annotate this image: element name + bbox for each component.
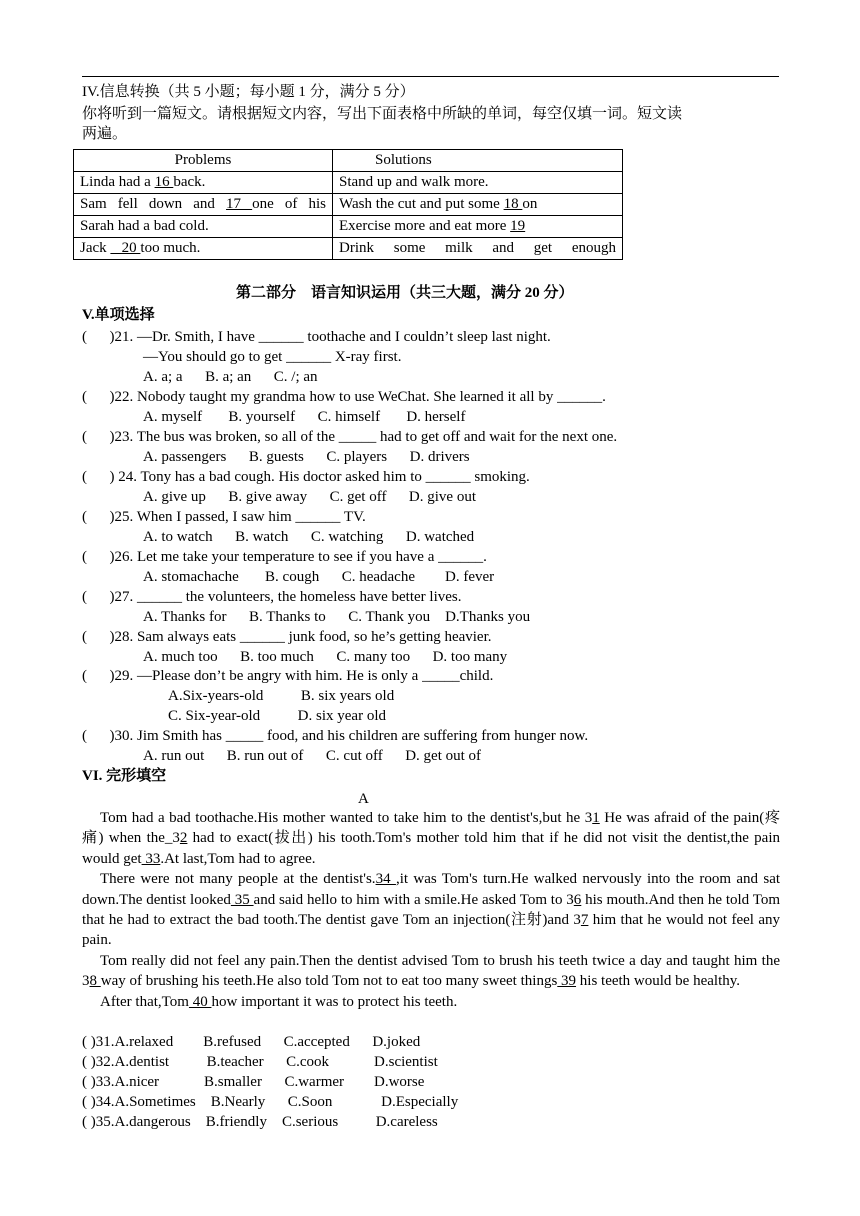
cloze-option-34: ( )34.A.Sometimes B.Nearly C.Soon D.Especially bbox=[82, 1094, 459, 1110]
question-28-options: A. much too B. too much C. many too D. too many bbox=[143, 649, 508, 665]
question-29-options: A.Six-years-old B. six years old bbox=[168, 688, 395, 704]
cloze-option-32: ( )32.A.dentist B.teacher C.cook D.scientist bbox=[82, 1054, 438, 1070]
top-rule bbox=[82, 76, 779, 77]
header-solutions: Solutions bbox=[333, 150, 623, 172]
blank-37[interactable]: 7 bbox=[580, 912, 589, 929]
table-row bbox=[74, 238, 623, 260]
blank-40[interactable]: 40 bbox=[188, 993, 212, 1010]
question-26: ( )26. Let me take your temperature to see if you have a ______. bbox=[82, 549, 487, 565]
question-23-options: A. passengers B. guests C. players D. drivers bbox=[143, 449, 470, 465]
blank-31[interactable]: 1 bbox=[592, 810, 600, 826]
question-26-options: A. stomachache B. cough C. headache D. fever bbox=[143, 569, 495, 585]
blank-32[interactable]: 2 bbox=[179, 830, 188, 847]
solution-cell: Wash the cut and put some 18 on bbox=[333, 194, 623, 216]
question-30: ( )30. Jim Smith has _____ food, and his children are suffering from hunger now. bbox=[82, 728, 589, 744]
table-row bbox=[74, 194, 623, 216]
blank-18[interactable]: 18 bbox=[503, 196, 523, 212]
part2-heading: 第二部分 语言知识运用（共三大题，满分 20 分） bbox=[236, 285, 574, 301]
solution-cell: Exercise more and eat more 19 bbox=[333, 216, 623, 238]
question-25: ( )25. When I passed, I saw him ______ TV. bbox=[82, 509, 366, 525]
solution-cell: Stand up and walk more. bbox=[333, 172, 623, 194]
question-23: ( )23. The bus was broken, so all of the _____ had to get off and wait for the next one. bbox=[82, 429, 618, 445]
blank-19[interactable]: 19 bbox=[510, 218, 526, 234]
cloze-passage bbox=[82, 808, 780, 1012]
question-21: ( )21. —Dr. Smith, I have ______ toothache and I couldn’t sleep last night. bbox=[82, 329, 551, 345]
problem-cell: Linda had a 16 back. bbox=[74, 172, 333, 194]
cloze-option-33: ( )33.A.nicer B.smaller C.warmer D.worse bbox=[82, 1074, 425, 1090]
blank-35[interactable]: 35 bbox=[230, 891, 254, 908]
section4-title: IV.信息转换（共 5 小题；每小题 1 分，满分 5 分） bbox=[82, 84, 415, 100]
question-21-options: A. a; a B. a; an C. /; an bbox=[143, 369, 318, 385]
section4-instruction-2: 两遍。 bbox=[82, 126, 128, 142]
blank-38[interactable]: 8 bbox=[89, 973, 101, 990]
question-29: ( )29. —Please don’t be angry with him. He is only a _____child. bbox=[82, 668, 494, 684]
passage-paragraph-1: Tom had a bad toothache.His mother wanted to take him to the dentist's,but he 31 He was afraid of the pain(疼痛) when the_32 had to exact(拔出) his tooth.Tom's mother told him that if he did not visit the dentist,the pain would get 33.At last,Tom had to agree. bbox=[82, 810, 781, 867]
question-27: ( )27. ______ the volunteers, the homeless have better lives. bbox=[82, 589, 462, 605]
question-28: ( )28. Sam always eats ______ junk food, so he’s getting heavier. bbox=[82, 629, 492, 645]
blank-20[interactable]: 20 bbox=[110, 240, 141, 256]
passage-label: A bbox=[358, 791, 369, 807]
question-22-options: A. myself B. yourself C. himself D. herself bbox=[143, 409, 466, 425]
section5-title: V.单项选择 bbox=[82, 307, 155, 323]
question-21-line2: —You should go to get ______ X-ray first. bbox=[143, 349, 402, 365]
solution-cell: Drink some milk and get enough bbox=[333, 238, 623, 260]
table-header-row bbox=[74, 150, 623, 172]
cloze-option-31: ( )31.A.relaxed B.refused C.accepted D.joked bbox=[82, 1034, 421, 1050]
blank-34[interactable]: 34 bbox=[375, 871, 396, 888]
problem-cell: Sarah had a bad cold. bbox=[74, 216, 333, 238]
table-row bbox=[74, 172, 623, 194]
passage-paragraph-3: Tom really did not feel any pain.Then the dentist advised Tom to brush his teeth twice a day and taught him the 38 way of brushing his teeth.He also told Tom not to eat too many sweet things 39 his teeth would be healthy. bbox=[82, 952, 780, 990]
blank-39[interactable]: 39 bbox=[557, 973, 577, 990]
question-30-options: A. run out B. run out of C. cut off D. get out of bbox=[143, 748, 482, 764]
question-24-options: A. give up B. give away C. get off D. give out bbox=[143, 489, 477, 505]
question-22: ( )22. Nobody taught my grandma how to use WeChat. She learned it all by ______. bbox=[82, 389, 606, 405]
blank-36[interactable]: 6 bbox=[573, 891, 582, 908]
section4-instruction-1: 你将听到一篇短文。请根据短文内容，写出下面表格中所缺的单词，每空仅填一词。短文读 bbox=[82, 106, 683, 122]
info-table bbox=[73, 149, 623, 260]
problem-cell: Jack 20 too much. bbox=[74, 238, 333, 260]
question-29-options-2: C. Six-year-old D. six year old bbox=[168, 708, 386, 724]
problem-cell: Sam fell down and 17 one of his bbox=[74, 194, 333, 216]
question-27-options: A. Thanks for B. Thanks to C. Thank you D.Thanks you bbox=[143, 609, 531, 625]
blank-33[interactable]: 33 bbox=[141, 850, 161, 867]
blank-17[interactable]: 17 bbox=[226, 196, 253, 212]
table-row bbox=[74, 216, 623, 238]
question-25-options: A. to watch B. watch C. watching D. watched bbox=[143, 529, 475, 545]
cloze-option-35: ( )35.A.dangerous B.friendly C.serious D.careless bbox=[82, 1114, 438, 1130]
passage-paragraph-4: After that,Tom 40 how important it was to protect his teeth. bbox=[100, 993, 458, 1010]
header-problems: Problems bbox=[74, 150, 333, 172]
blank-16[interactable]: 16 bbox=[154, 174, 174, 190]
question-24: ( ) 24. Tony has a bad cough. His doctor asked him to ______ smoking. bbox=[82, 469, 530, 485]
section6-title: VI. 完形填空 bbox=[82, 768, 167, 784]
passage-paragraph-2: There were not many people at the dentist's.34 ,it was Tom's turn.He walked nervously into the room and sat down.The dentist looked 35 and said hello to him with a smile.He asked Tom to 36 his mouth.And then he told Tom that he had to extract the bad tooth.The dentist gave Tom an injection(注射)and 37 him that he would not feel any pain. bbox=[82, 871, 781, 949]
